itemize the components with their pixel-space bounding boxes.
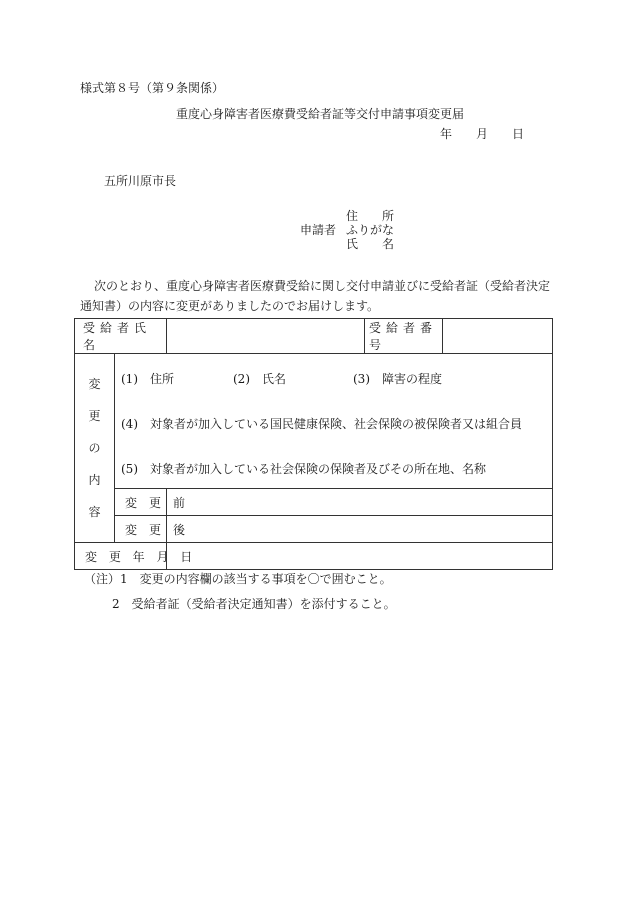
note-2: 2 受給者証（受給者決定通知書）を添付すること。	[112, 597, 396, 611]
applicant-name-label: 氏 名	[346, 237, 395, 251]
change-content-char: 内	[88, 473, 101, 487]
change-item-disability-level[interactable]: (3) 障害の程度	[353, 371, 442, 386]
applicant-furigana-label: ふりがな	[346, 223, 395, 237]
form-title: 重度心身障害者医療費受給者証等交付申請事項変更届	[176, 107, 465, 121]
date-year-label: 年	[440, 127, 453, 141]
change-items-cell	[115, 354, 553, 489]
body-paragraph	[80, 276, 558, 316]
change-item-address[interactable]: (1) 住所	[121, 371, 174, 386]
applicant-address-label: 住 所	[346, 209, 395, 223]
body-text: 次のとおり、重度心身障害者医療費受給に関し交付申請並びに受給者証（受給者決定通知書）の内容に変更がありましたのでお届けします。	[80, 279, 551, 313]
recipient-name-label: 受給者氏名	[75, 319, 167, 354]
change-content-char: 容	[88, 505, 101, 519]
recipient-name-field[interactable]	[167, 319, 365, 354]
applicant-label: 申請者	[300, 223, 337, 237]
before-change-label	[115, 489, 186, 516]
date-month-label: 月	[476, 127, 489, 141]
change-content-char: 変	[88, 377, 101, 391]
recipient-number-field[interactable]	[443, 319, 553, 354]
before-change-label-text: 変 更 前	[125, 495, 186, 510]
change-date-field[interactable]	[167, 543, 553, 570]
before-change-field[interactable]	[167, 489, 553, 516]
change-item-insurance-insured[interactable]: (4) 対象者が加入している国民健康保険、社会保険の被保険者又は組合員	[121, 416, 523, 431]
recipient-number-label: 受給者番号	[365, 319, 443, 354]
after-change-label	[115, 516, 186, 543]
note-1: （注）1 変更の内容欄の該当する事項を〇で囲むこと。	[84, 572, 392, 586]
change-item-name[interactable]: (2) 氏名	[233, 371, 286, 386]
change-content-char: 更	[88, 409, 101, 423]
change-form-table	[74, 318, 553, 570]
addressee: 五所川原市長	[104, 174, 177, 188]
form-number: 様式第８号（第９条関係）	[80, 81, 225, 95]
change-date-label: 変 更 年 月 日	[75, 543, 167, 570]
after-change-label-text: 変 更 後	[125, 522, 186, 537]
after-change-field[interactable]	[167, 516, 553, 543]
change-content-char: の	[88, 441, 101, 455]
change-content-label	[75, 354, 115, 543]
date-day-label: 日	[512, 127, 525, 141]
change-item-insurance-insurer[interactable]: (5) 対象者が加入している社会保険の保険者及びその所在地、名称	[121, 461, 487, 476]
